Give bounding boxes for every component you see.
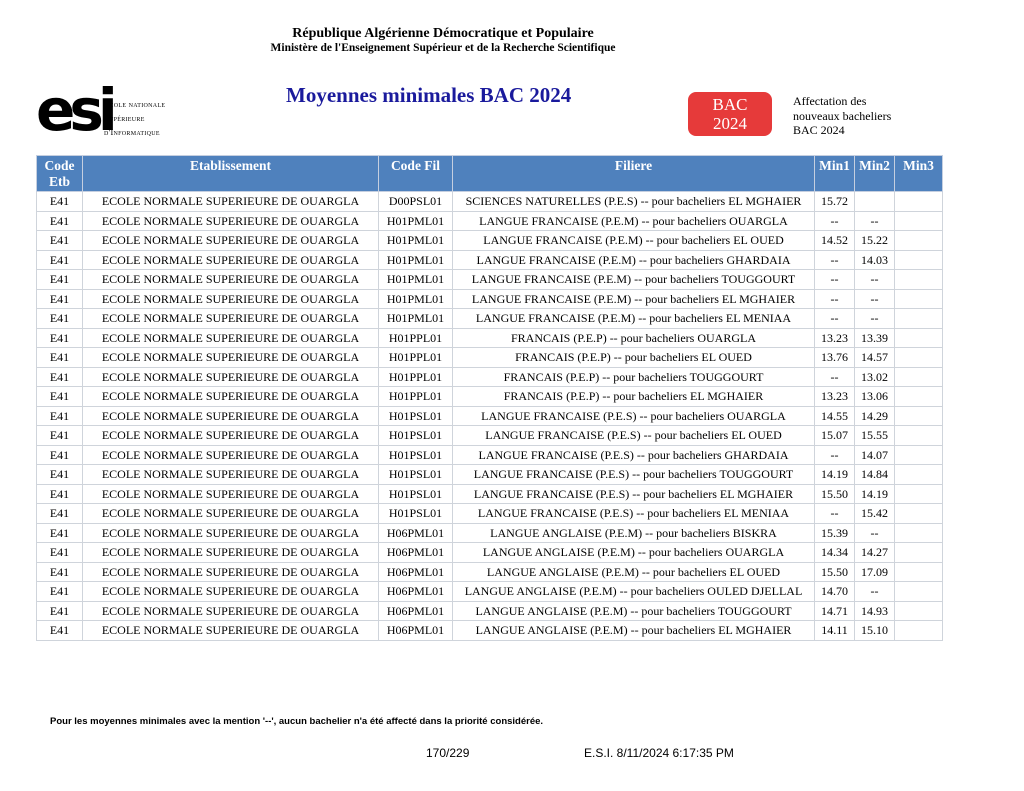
cell-code-fil: H01PPL01: [379, 367, 453, 387]
cell-code-fil: H01PML01: [379, 289, 453, 309]
cell-min3: [895, 426, 943, 446]
cell-code-fil: H01PML01: [379, 250, 453, 270]
cell-min1: 15.07: [815, 426, 855, 446]
table-row: [37, 445, 943, 465]
cell-min2: 13.39: [855, 328, 895, 348]
cell-etablissement: ECOLE NORMALE SUPERIEURE DE OUARGLA: [83, 543, 379, 563]
cell-min1: --: [815, 309, 855, 329]
cell-min3: [895, 367, 943, 387]
table-row: [37, 465, 943, 485]
cell-code-etb: E41: [37, 601, 83, 621]
cell-code-fil: H01PPL01: [379, 348, 453, 368]
cell-min3: [895, 621, 943, 641]
cell-filiere: LANGUE FRANCAISE (P.E.M) -- pour bacheliers OUARGLA: [453, 211, 815, 231]
col-header-filiere: Filiere: [453, 156, 815, 192]
cell-code-etb: E41: [37, 211, 83, 231]
cell-min2: --: [855, 309, 895, 329]
logo-text: [104, 98, 165, 140]
table-header-row: [37, 156, 943, 192]
cell-filiere: LANGUE FRANCAISE (P.E.S) -- pour bacheliers EL MGHAIER: [453, 484, 815, 504]
cell-etablissement: ECOLE NORMALE SUPERIEURE DE OUARGLA: [83, 504, 379, 524]
table-row: [37, 192, 943, 212]
cell-etablissement: ECOLE NORMALE SUPERIEURE DE OUARGLA: [83, 309, 379, 329]
page-number: 170/229: [426, 746, 470, 760]
cell-code-fil: H06PML01: [379, 582, 453, 602]
cell-min2: 14.57: [855, 348, 895, 368]
cell-min2: --: [855, 270, 895, 290]
cell-code-etb: E41: [37, 406, 83, 426]
cell-min1: 13.76: [815, 348, 855, 368]
cell-min1: 14.55: [815, 406, 855, 426]
cell-code-etb: E41: [37, 582, 83, 602]
cell-min3: [895, 406, 943, 426]
cell-min2: --: [855, 289, 895, 309]
footnote: Pour les moyennes minimales avec la mention '--', aucun bachelier n'a été affecté dans la priorité considérée.: [50, 716, 544, 727]
cell-min2: 14.27: [855, 543, 895, 563]
page-title: Moyennes minimales BAC 2024: [286, 83, 572, 107]
table-row: [37, 523, 943, 543]
cell-code-etb: E41: [37, 465, 83, 485]
cell-etablissement: ECOLE NORMALE SUPERIEURE DE OUARGLA: [83, 582, 379, 602]
cell-min1: --: [815, 445, 855, 465]
cell-min3: [895, 328, 943, 348]
cell-code-fil: H01PML01: [379, 231, 453, 251]
cell-code-etb: E41: [37, 445, 83, 465]
cell-etablissement: ECOLE NORMALE SUPERIEURE DE OUARGLA: [83, 445, 379, 465]
cell-code-fil: H01PPL01: [379, 387, 453, 407]
cell-code-fil: H06PML01: [379, 601, 453, 621]
cell-etablissement: ECOLE NORMALE SUPERIEURE DE OUARGLA: [83, 406, 379, 426]
table-row: [37, 289, 943, 309]
cell-code-etb: E41: [37, 543, 83, 563]
cell-min2: 15.22: [855, 231, 895, 251]
cell-min3: [895, 504, 943, 524]
badge-bottom: 2024: [713, 114, 747, 133]
cell-min3: [895, 270, 943, 290]
table-row: [37, 621, 943, 641]
cell-min3: [895, 192, 943, 212]
cell-etablissement: ECOLE NORMALE SUPERIEURE DE OUARGLA: [83, 426, 379, 446]
cell-etablissement: ECOLE NORMALE SUPERIEURE DE OUARGLA: [83, 387, 379, 407]
table-row: [37, 250, 943, 270]
cell-min2: 15.55: [855, 426, 895, 446]
cell-etablissement: ECOLE NORMALE SUPERIEURE DE OUARGLA: [83, 289, 379, 309]
cell-min1: --: [815, 504, 855, 524]
cell-min1: 13.23: [815, 387, 855, 407]
cell-filiere: LANGUE FRANCAISE (P.E.M) -- pour bacheliers EL OUED: [453, 231, 815, 251]
cell-etablissement: ECOLE NORMALE SUPERIEURE DE OUARGLA: [83, 250, 379, 270]
cell-min2: --: [855, 211, 895, 231]
cell-min3: [895, 309, 943, 329]
cell-code-fil: H01PML01: [379, 309, 453, 329]
cell-code-etb: E41: [37, 562, 83, 582]
cell-min2: [855, 192, 895, 212]
print-timestamp: E.S.I. 8/11/2024 6:17:35 PM: [584, 746, 734, 760]
cell-code-etb: E41: [37, 270, 83, 290]
cell-min2: 14.84: [855, 465, 895, 485]
cell-etablissement: ECOLE NORMALE SUPERIEURE DE OUARGLA: [83, 621, 379, 641]
table-row: [37, 582, 943, 602]
cell-min2: 14.03: [855, 250, 895, 270]
cell-code-etb: E41: [37, 387, 83, 407]
logo-line-2: Supérieure: [104, 114, 145, 123]
cell-code-fil: H01PSL01: [379, 445, 453, 465]
cell-min1: 14.11: [815, 621, 855, 641]
affectation-line-3: BAC 2024: [793, 123, 845, 137]
cell-etablissement: ECOLE NORMALE SUPERIEURE DE OUARGLA: [83, 192, 379, 212]
table-body: [37, 192, 943, 641]
cell-etablissement: ECOLE NORMALE SUPERIEURE DE OUARGLA: [83, 211, 379, 231]
cell-min2: 13.02: [855, 367, 895, 387]
cell-code-fil: H06PML01: [379, 621, 453, 641]
cell-min3: [895, 484, 943, 504]
col-header-code-fil: Code Fil: [379, 156, 453, 192]
table-row: [37, 328, 943, 348]
cell-etablissement: ECOLE NORMALE SUPERIEURE DE OUARGLA: [83, 523, 379, 543]
cell-code-etb: E41: [37, 426, 83, 446]
cell-filiere: FRANCAIS (P.E.P) -- pour bacheliers OUARGLA: [453, 328, 815, 348]
cell-min3: [895, 211, 943, 231]
table-row: [37, 348, 943, 368]
cell-filiere: LANGUE ANGLAISE (P.E.M) -- pour bacheliers EL MGHAIER: [453, 621, 815, 641]
cell-code-etb: E41: [37, 504, 83, 524]
cell-code-etb: E41: [37, 484, 83, 504]
cell-etablissement: ECOLE NORMALE SUPERIEURE DE OUARGLA: [83, 465, 379, 485]
cell-etablissement: ECOLE NORMALE SUPERIEURE DE OUARGLA: [83, 367, 379, 387]
cell-code-fil: H01PSL01: [379, 406, 453, 426]
cell-min2: 15.10: [855, 621, 895, 641]
cell-min2: 17.09: [855, 562, 895, 582]
table-row: [37, 270, 943, 290]
badge-top: BAC: [712, 95, 748, 114]
cell-etablissement: ECOLE NORMALE SUPERIEURE DE OUARGLA: [83, 270, 379, 290]
col-header-min2: Min2: [855, 156, 895, 192]
cell-code-etb: E41: [37, 348, 83, 368]
table-row: [37, 562, 943, 582]
cell-filiere: FRANCAIS (P.E.P) -- pour bacheliers TOUGGOURT: [453, 367, 815, 387]
cell-min3: [895, 543, 943, 563]
cell-min3: [895, 465, 943, 485]
cell-filiere: LANGUE FRANCAISE (P.E.M) -- pour bacheliers EL MENIAA: [453, 309, 815, 329]
cell-min1: 14.71: [815, 601, 855, 621]
table-row: [37, 504, 943, 524]
cell-min3: [895, 348, 943, 368]
cell-filiere: LANGUE ANGLAISE (P.E.M) -- pour bacheliers OULED DJELLAL: [453, 582, 815, 602]
table-row: [37, 543, 943, 563]
cell-min1: 15.72: [815, 192, 855, 212]
cell-code-etb: E41: [37, 289, 83, 309]
affectation-line-1: Affectation des: [793, 94, 867, 108]
cell-code-etb: E41: [37, 367, 83, 387]
cell-filiere: LANGUE ANGLAISE (P.E.M) -- pour bacheliers BISKRA: [453, 523, 815, 543]
cell-min3: [895, 601, 943, 621]
table-row: [37, 426, 943, 446]
col-header-code-etb: Code Etb: [37, 156, 83, 192]
cell-min1: 15.50: [815, 562, 855, 582]
cell-min1: --: [815, 250, 855, 270]
cell-code-fil: H06PML01: [379, 562, 453, 582]
cell-etablissement: ECOLE NORMALE SUPERIEURE DE OUARGLA: [83, 601, 379, 621]
col-header-min3: Min3: [895, 156, 943, 192]
cell-code-fil: H01PML01: [379, 211, 453, 231]
cell-code-etb: E41: [37, 523, 83, 543]
cell-code-fil: H06PML01: [379, 523, 453, 543]
cell-filiere: LANGUE FRANCAISE (P.E.M) -- pour bacheliers TOUGGOURT: [453, 270, 815, 290]
cell-min2: --: [855, 523, 895, 543]
cell-min2: 14.19: [855, 484, 895, 504]
cell-filiere: FRANCAIS (P.E.P) -- pour bacheliers EL MGHAIER: [453, 387, 815, 407]
cell-min2: 14.93: [855, 601, 895, 621]
cell-filiere: LANGUE FRANCAISE (P.E.S) -- pour bacheliers OUARGLA: [453, 406, 815, 426]
cell-code-etb: E41: [37, 309, 83, 329]
cell-min3: [895, 523, 943, 543]
col-header-etablissement: Etablissement: [83, 156, 379, 192]
logo-line-3: d'Informatique: [104, 128, 160, 137]
col-header-min1: Min1: [815, 156, 855, 192]
cell-min1: --: [815, 367, 855, 387]
results-table: [36, 155, 943, 641]
cell-filiere: LANGUE ANGLAISE (P.E.M) -- pour bacheliers EL OUED: [453, 562, 815, 582]
cell-min3: [895, 582, 943, 602]
cell-filiere: SCIENCES NATURELLES (P.E.S) -- pour bacheliers EL MGHAIER: [453, 192, 815, 212]
cell-min3: [895, 289, 943, 309]
table-row: [37, 601, 943, 621]
cell-min2: --: [855, 582, 895, 602]
cell-filiere: LANGUE FRANCAISE (P.E.S) -- pour bacheliers EL OUED: [453, 426, 815, 446]
cell-min1: 13.23: [815, 328, 855, 348]
cell-code-fil: H01PPL01: [379, 328, 453, 348]
cell-min1: --: [815, 270, 855, 290]
cell-min3: [895, 250, 943, 270]
cell-min1: 14.70: [815, 582, 855, 602]
cell-min3: [895, 445, 943, 465]
cell-min2: 14.07: [855, 445, 895, 465]
table-row: [37, 367, 943, 387]
cell-min1: 15.39: [815, 523, 855, 543]
cell-filiere: FRANCAIS (P.E.P) -- pour bacheliers EL OUED: [453, 348, 815, 368]
cell-code-fil: H06PML01: [379, 543, 453, 563]
cell-min1: 14.34: [815, 543, 855, 563]
cell-etablissement: ECOLE NORMALE SUPERIEURE DE OUARGLA: [83, 484, 379, 504]
cell-code-etb: E41: [37, 250, 83, 270]
cell-filiere: LANGUE FRANCAISE (P.E.M) -- pour bacheliers EL MGHAIER: [453, 289, 815, 309]
cell-filiere: LANGUE FRANCAISE (P.E.M) -- pour bacheliers GHARDAIA: [453, 250, 815, 270]
cell-min1: 15.50: [815, 484, 855, 504]
cell-code-fil: D00PSL01: [379, 192, 453, 212]
cell-filiere: LANGUE FRANCAISE (P.E.S) -- pour bacheliers GHARDAIA: [453, 445, 815, 465]
affectation-label: [793, 94, 891, 138]
ministry-header: Ministère de l'Enseignement Supérieur et de la Recherche Scientifique: [270, 42, 616, 54]
cell-code-etb: E41: [37, 192, 83, 212]
cell-code-etb: E41: [37, 328, 83, 348]
cell-etablissement: ECOLE NORMALE SUPERIEURE DE OUARGLA: [83, 231, 379, 251]
cell-filiere: LANGUE FRANCAISE (P.E.S) -- pour bacheliers TOUGGOURT: [453, 465, 815, 485]
cell-filiere: LANGUE ANGLAISE (P.E.M) -- pour bacheliers TOUGGOURT: [453, 601, 815, 621]
cell-code-fil: H01PSL01: [379, 465, 453, 485]
cell-filiere: LANGUE FRANCAISE (P.E.S) -- pour bacheliers EL MENIAA: [453, 504, 815, 524]
table-row: [37, 309, 943, 329]
cell-min2: 14.29: [855, 406, 895, 426]
cell-min3: [895, 231, 943, 251]
cell-min1: --: [815, 211, 855, 231]
cell-etablissement: ECOLE NORMALE SUPERIEURE DE OUARGLA: [83, 348, 379, 368]
table-row: [37, 406, 943, 426]
cell-min3: [895, 562, 943, 582]
cell-code-fil: H01PSL01: [379, 484, 453, 504]
table-row: [37, 387, 943, 407]
logo-line-1: École nationale: [104, 100, 166, 109]
affectation-line-2: nouveaux bacheliers: [793, 108, 892, 123]
table-row: [37, 211, 943, 231]
cell-etablissement: ECOLE NORMALE SUPERIEURE DE OUARGLA: [83, 562, 379, 582]
cell-code-etb: E41: [37, 231, 83, 251]
cell-code-fil: H01PSL01: [379, 426, 453, 446]
cell-min2: 13.06: [855, 387, 895, 407]
cell-code-fil: H01PML01: [379, 270, 453, 290]
esi-logo-mark: esi: [36, 82, 112, 138]
cell-min1: 14.19: [815, 465, 855, 485]
cell-min2: 15.42: [855, 504, 895, 524]
bac-badge: [688, 92, 772, 136]
cell-min1: --: [815, 289, 855, 309]
republic-header: République Algérienne Démocratique et Populaire: [292, 26, 594, 41]
cell-etablissement: ECOLE NORMALE SUPERIEURE DE OUARGLA: [83, 328, 379, 348]
cell-code-etb: E41: [37, 621, 83, 641]
cell-filiere: LANGUE ANGLAISE (P.E.M) -- pour bacheliers OUARGLA: [453, 543, 815, 563]
cell-min3: [895, 387, 943, 407]
table-row: [37, 231, 943, 251]
cell-min1: 14.52: [815, 231, 855, 251]
cell-code-fil: H01PSL01: [379, 504, 453, 524]
table-row: [37, 484, 943, 504]
